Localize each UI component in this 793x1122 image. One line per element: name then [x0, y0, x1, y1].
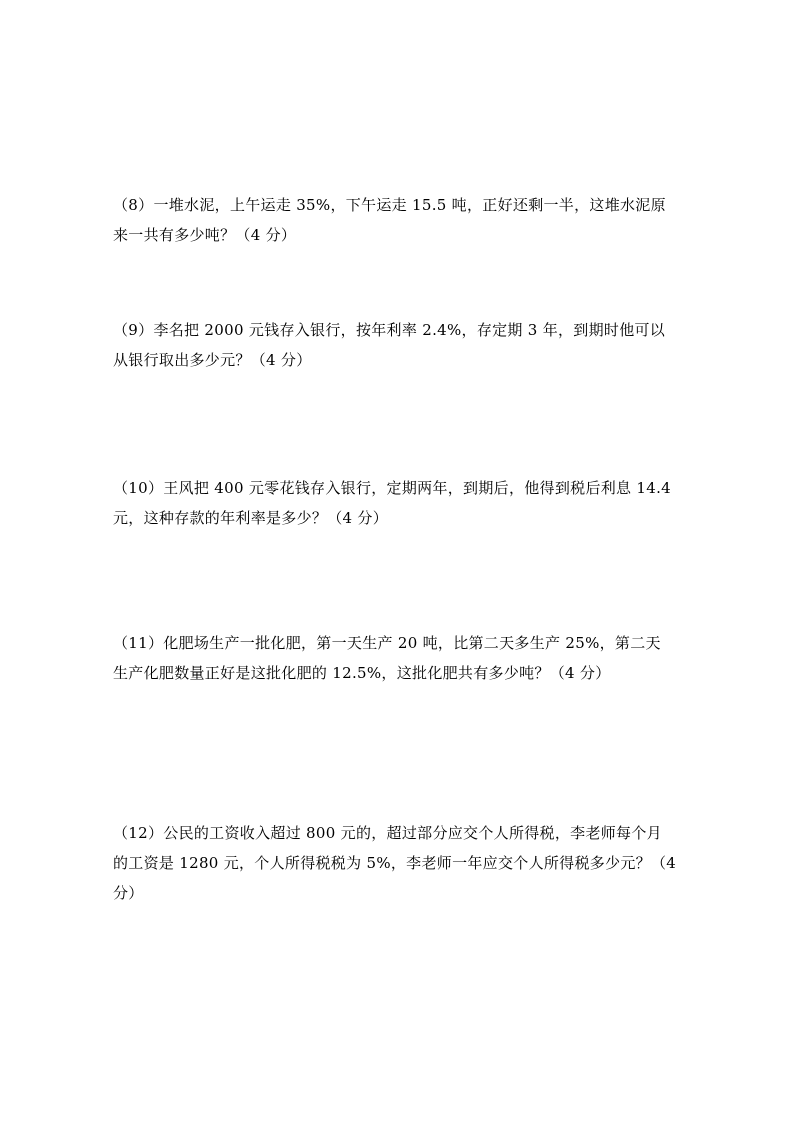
problem-9	[113, 315, 685, 375]
problem-11-line-1: （11）化肥场生产一批化肥，第一天生产 20 吨，比第二天多生产 25%，第二天	[113, 634, 661, 652]
problem-10	[113, 473, 685, 533]
problem-11	[113, 628, 685, 688]
problem-11-line-2: 生产化肥数量正好是这批化肥的 12.5%，这批化肥共有多少吨？（4 分）	[113, 664, 611, 682]
problem-12-line-3: 分）	[113, 884, 144, 902]
problem-9-line-2: 从银行取出多少元？（4 分）	[113, 351, 312, 369]
problem-9-line-1: （9）李名把 2000 元钱存入银行，按年利率 2.4%，存定期 3 年，到期时他可以	[113, 321, 666, 339]
problem-10-line-2: 元，这种存款的年利率是多少？（4 分）	[113, 509, 389, 527]
problem-8-line-1: （8）一堆水泥，上午运走 35%，下午运走 15.5 吨，正好还剩一半，这堆水泥原	[113, 196, 666, 214]
problem-8-line-2: 来一共有多少吨？（4 分）	[113, 226, 297, 244]
problem-12	[113, 818, 685, 908]
problem-12-line-2: 的工资是 1280 元，个人所得税税为 5%，李老师一年应交个人所得税多少元？（4	[113, 854, 677, 872]
problem-8	[113, 190, 685, 250]
problem-12-line-1: （12）公民的工资收入超过 800 元的，超过部分应交个人所得税，李老师每个月	[113, 824, 662, 842]
problem-10-line-1: （10）王风把 400 元零花钱存入银行，定期两年，到期后，他得到税后利息 14.4	[113, 479, 672, 497]
